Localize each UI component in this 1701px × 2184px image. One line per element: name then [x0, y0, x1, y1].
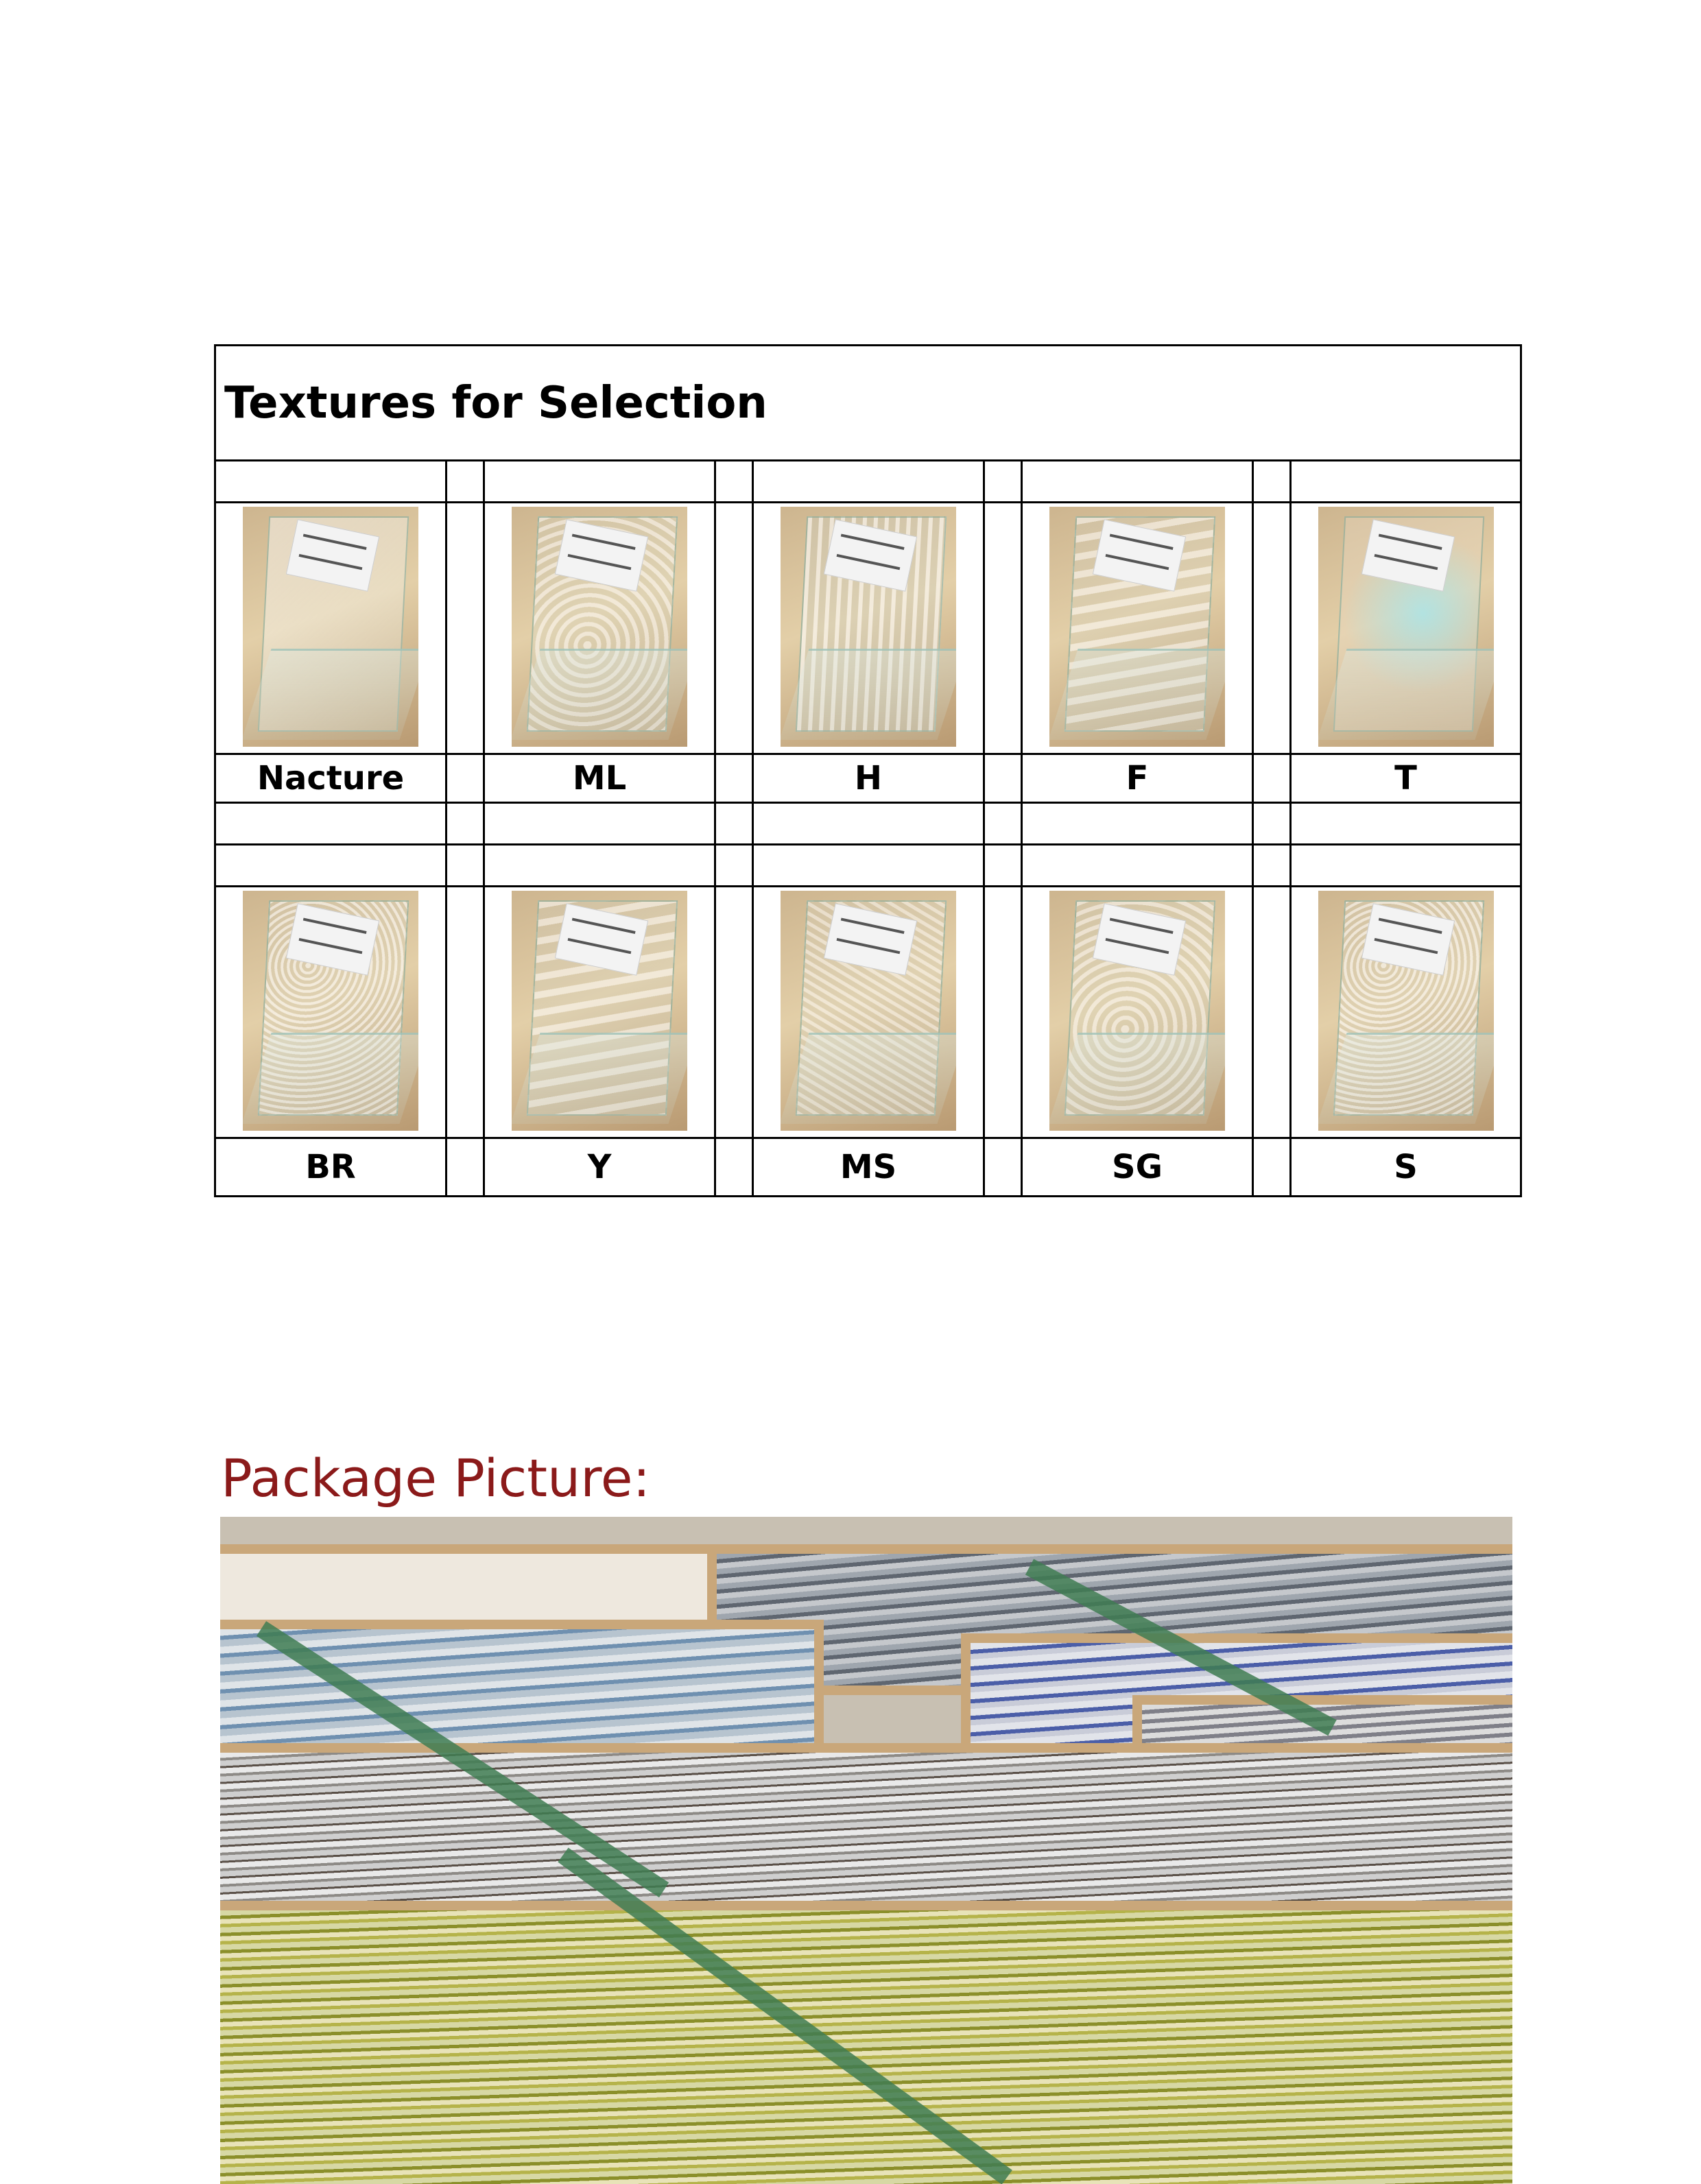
glass-sample-h-image [781, 507, 956, 747]
texture-label: Nacture [257, 759, 405, 797]
texture-label: F [1126, 759, 1149, 797]
package-photo [220, 1517, 1512, 2184]
texture-cell-y [484, 887, 715, 1138]
textures-title: Textures for Selection [224, 377, 768, 429]
package-heading: Package Picture: [221, 1448, 651, 1509]
textures-table [214, 344, 1522, 1197]
texture-cell-ms [753, 887, 984, 1138]
glass-sample-sg-image [1049, 891, 1225, 1131]
texture-label: BR [305, 1148, 356, 1186]
texture-cell-ml [484, 503, 715, 754]
texture-cell-nacture [215, 503, 447, 754]
texture-cell-s [1291, 887, 1521, 1138]
texture-label: S [1394, 1148, 1418, 1186]
texture-cell-h [753, 503, 984, 754]
glass-sample-y-image [512, 891, 687, 1131]
texture-label: ML [572, 759, 627, 797]
texture-cell-sg [1022, 887, 1253, 1138]
glass-sample-f-image [1049, 507, 1225, 747]
glass-sample-ml-image [512, 507, 687, 747]
glass-sample-s-image [1318, 891, 1494, 1131]
texture-cell-f [1022, 503, 1253, 754]
texture-label: H [854, 759, 883, 797]
texture-label: MS [840, 1148, 897, 1186]
texture-label: Y [587, 1148, 612, 1186]
texture-cell-br [215, 887, 447, 1138]
texture-cell-t [1291, 503, 1521, 754]
texture-label: T [1394, 759, 1417, 797]
glass-sample-br-image [243, 891, 418, 1131]
texture-label: SG [1112, 1148, 1163, 1186]
glass-sample-nacture-image [243, 507, 418, 747]
glass-sample-t-image [1318, 507, 1494, 747]
textures-title-cell [215, 346, 1521, 461]
glass-sample-ms-image [781, 891, 956, 1131]
